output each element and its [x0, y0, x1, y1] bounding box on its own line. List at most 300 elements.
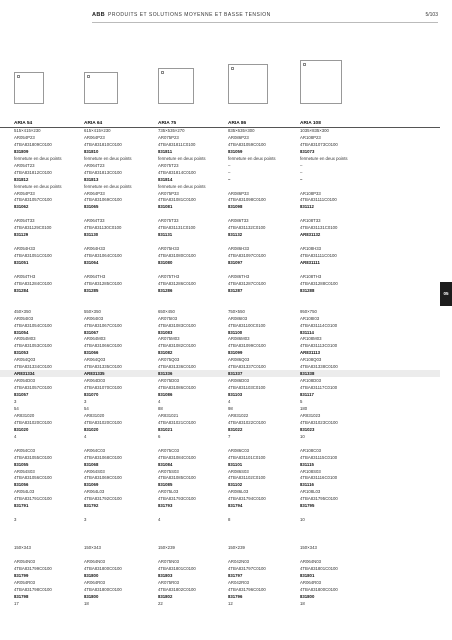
table-row [0, 190, 440, 197]
table-cell: 150×343 [84, 544, 101, 550]
brand-logo: ABB [92, 12, 106, 18]
table-cell: AR086P23 [228, 134, 249, 140]
table-cell: 4TBA831020C0100 [84, 419, 122, 425]
table-cell: 550×350 [84, 308, 101, 314]
table-cell: 831081 [158, 204, 173, 210]
table-cell: AR075L03 [158, 489, 179, 495]
table-cell: 4TBA831130C0100 [84, 225, 122, 231]
table-cell: 4TBA831070C0100 [84, 385, 122, 391]
table-row [0, 405, 440, 412]
hinge-icon [87, 75, 90, 78]
table-row [0, 238, 440, 245]
table-cell: AR831335 [84, 371, 105, 377]
header-rule [92, 22, 438, 23]
table-cell: AR064I03 [84, 315, 104, 321]
table-cell: 4TBA831055C0100 [14, 454, 52, 460]
table-cell: 4TBA831023C0100 [300, 419, 338, 425]
table-cell: 831066 [84, 350, 99, 356]
table-row [0, 322, 440, 329]
table-row [0, 301, 440, 308]
table-cell: 4TBA831284C0100 [14, 280, 52, 286]
table-cell: 4TBA831083C0100 [158, 322, 196, 328]
table-cell: 4TBA831336C0100 [158, 364, 196, 370]
table-cell: 4TBA831081C0100 [158, 197, 196, 203]
table-cell: AR064C03 [84, 447, 106, 453]
table-cell: 650×450 [158, 308, 175, 314]
table-cell: 4TBA831809C0100 [14, 141, 52, 147]
table-cell: 831287 [228, 287, 243, 293]
table-cell: AR086TH3 [228, 273, 250, 279]
table-cell: ARIA 75 [158, 121, 177, 126]
table-cell: AR086P33 [228, 190, 249, 196]
table-cell: 4TBA831084C0100 [158, 454, 196, 460]
table-cell: 4TBA831056C0100 [14, 475, 52, 481]
table-cell: 831020 [84, 426, 99, 432]
table-cell: 831099 [228, 350, 243, 356]
table-cell: AR054C03 [14, 447, 36, 453]
table-cell: 4TBA831129C0100 [14, 225, 52, 231]
table-row [0, 454, 440, 461]
table-cell: 831065 [84, 204, 99, 210]
table-cell: AR054Q03 [14, 357, 36, 363]
table-cell: AR086H33 [228, 246, 250, 252]
table-cell: 831102 [228, 482, 243, 488]
table-cell: AR831021 [158, 412, 179, 418]
table-cell: 150×239 [158, 544, 175, 550]
table-cell: 4TBA831099C0100 [228, 343, 266, 349]
table-cell: 4TBA831131C0100 [300, 225, 338, 231]
table-row [0, 342, 440, 349]
table-cell: 831337 [228, 371, 243, 377]
table-cell: – [228, 162, 231, 168]
table-cell: 831791 [14, 503, 29, 509]
table-cell: 4TBA831054C0100 [14, 322, 52, 328]
table-cell: AR075T23 [158, 162, 179, 168]
table-row [0, 558, 440, 565]
table-cell: 831062 [14, 204, 29, 210]
table-cell: 4TBA831132C0100 [228, 225, 266, 231]
table-cell: AR054P33 [14, 190, 35, 196]
table-cell: 4TBA831113C0100 [300, 343, 338, 349]
table-cell: 4TBA831799C0100 [14, 565, 52, 571]
table-cell: 54 [14, 405, 19, 411]
table-cell: 831114 [300, 329, 314, 335]
table-cell: 831059 [228, 148, 243, 154]
table-cell: 18 [300, 600, 305, 606]
table-row [0, 509, 440, 516]
page-title: PRODUITS ET SOLUTIONS MOYENNE ET BASSE TENSION [108, 12, 271, 18]
table-cell: AR108S03 [300, 468, 321, 474]
table-cell: fermeture en deux points [158, 183, 206, 189]
chapter-tab [440, 282, 452, 306]
table-cell: AR054H33 [14, 246, 36, 252]
table-cell: 4TBA831116C0100 [300, 475, 338, 481]
table-row [0, 266, 440, 273]
table-cell: 4TBA831101C0100 [228, 454, 266, 460]
table-cell: AR075D03 [158, 378, 180, 384]
enclosure-drawing-aria-54 [14, 72, 44, 104]
table-cell: 4TBA831021C0100 [158, 419, 196, 425]
table-cell: 831284 [14, 287, 29, 293]
table-cell: 831055 [14, 461, 29, 467]
table-cell: 4TBA831100C0100 [228, 322, 266, 328]
table-cell: fermeture en deux points [14, 183, 62, 189]
table-cell: 831070 [84, 392, 99, 398]
table-cell: 98 [228, 405, 233, 411]
table-cell: – [228, 169, 231, 175]
table-cell: 4TBA831022C0100 [228, 419, 266, 425]
chapter-tab-label: 05 [443, 291, 449, 296]
table-row [0, 377, 440, 384]
table-cell: 4TBA831114C0100 [300, 322, 338, 328]
table-cell: AR064R03 [84, 579, 106, 585]
table-cell: AR831334 [14, 371, 35, 377]
table-row [0, 315, 440, 322]
table-cell: AR086I03 [228, 315, 248, 321]
enclosure-drawing-aria-64 [84, 72, 118, 104]
table-cell: 831023 [300, 426, 315, 432]
page-number: 5/103 [425, 12, 438, 18]
table-cell: 4TBA831796C0100 [228, 586, 266, 592]
table-cell: 831801 [300, 572, 315, 578]
table-cell: fermeture en deux points [84, 155, 132, 161]
table-row [0, 196, 440, 203]
table-row [0, 294, 440, 301]
table-cell: 4TBA831097C0100 [228, 253, 266, 259]
table-cell: AR108L03 [300, 489, 321, 495]
table-row [0, 148, 440, 155]
table-cell: AR831113 [300, 350, 321, 356]
table-row [0, 523, 440, 530]
table-row [0, 210, 440, 217]
table-row [0, 280, 440, 287]
table-row [0, 551, 440, 558]
table-cell: 5 [300, 399, 303, 404]
table-cell: 831129 [14, 232, 29, 238]
table-cell: AR054P23 [14, 134, 35, 140]
table-row [0, 537, 440, 544]
table-cell: 831053 [14, 350, 29, 356]
table-row [0, 468, 440, 475]
table-row [0, 544, 440, 551]
table-cell: 831083 [158, 329, 173, 335]
table-cell: 4TBA831086C0100 [158, 385, 196, 391]
table-cell: 515×415×230 [14, 127, 41, 133]
table-row [0, 231, 440, 238]
table-cell: 831795 [300, 503, 315, 509]
table-cell: fermeture en deux points [158, 155, 206, 161]
table-cell: 831080 [158, 260, 173, 265]
enclosure-drawing-aria-75 [158, 68, 194, 104]
table-cell: 4TBA831064C0100 [84, 253, 122, 259]
table-row [0, 335, 440, 342]
table-cell: AR075Q03 [158, 357, 180, 363]
table-cell: 4TBA831098C0100 [228, 197, 266, 203]
table-row [0, 481, 440, 488]
table-cell: 831285 [84, 287, 99, 293]
hinge-icon [17, 75, 20, 78]
table-cell: – [300, 162, 303, 168]
table-row [0, 363, 440, 370]
table-cell: AR042N03 [228, 558, 250, 564]
table-cell: 835×635×300 [228, 127, 255, 133]
table-row [0, 176, 440, 183]
table-cell: AR054T33 [14, 218, 35, 224]
table-row [0, 502, 440, 509]
table-cell: ARIA 54 [14, 121, 33, 126]
table-cell: 4TBA831814C0100 [158, 169, 196, 175]
table-cell: 831799 [14, 572, 29, 578]
table-cell: 4TBA831069C0100 [84, 197, 122, 203]
table-cell: 4TBA831080C0100 [158, 253, 196, 259]
table-cell: AR075TH3 [158, 273, 180, 279]
table-cell: AR054M03 [14, 336, 36, 342]
table-cell: 4TBA831801C0100 [158, 565, 196, 571]
table-cell: 4TBA831338C0100 [300, 364, 338, 370]
table-row [0, 329, 440, 336]
table-cell: AR831020 [84, 412, 105, 418]
table-cell: 831020 [14, 426, 29, 432]
table-cell: 4TBA831798C0100 [14, 586, 52, 592]
table-cell: 4TBA831102C0100 [228, 475, 266, 481]
table-cell: 831812 [14, 176, 29, 182]
table-cell: 831097 [228, 260, 243, 265]
table-cell: 831021 [158, 426, 173, 432]
table-cell: 4TBA831811C0100 [158, 141, 196, 147]
table-cell: AR108P23 [300, 134, 321, 140]
table-cell: 4TBA831020C0100 [14, 419, 52, 425]
table-cell: 4TBA831103C0100 [228, 385, 266, 391]
table-cell: 4TBA831057C0100 [14, 197, 52, 203]
table-cell: ARIA 86 [228, 121, 247, 126]
table-cell: 4 [14, 433, 17, 439]
table-row [0, 203, 440, 210]
table-row [0, 593, 440, 600]
table-row [0, 398, 440, 405]
table-cell: 4TBA831801C0100 [300, 565, 338, 571]
table-cell: 17 [14, 600, 19, 606]
table-row [0, 120, 440, 127]
table-cell: AR108I03 [300, 315, 320, 321]
table-cell: 831288 [300, 287, 315, 293]
table-cell: AR086S03 [228, 468, 249, 474]
table-cell: 831117 [300, 392, 314, 398]
table-row [0, 419, 440, 426]
table-cell: 831809 [14, 148, 29, 154]
table-row [0, 349, 440, 356]
hinge-icon [231, 67, 234, 70]
table-cell: AR075R03 [158, 579, 180, 585]
table-cell: AR086D03 [228, 378, 250, 384]
table-cell: 831803 [158, 572, 173, 578]
table-cell: 54 [84, 405, 89, 411]
table-cell: AR108Q03 [300, 357, 322, 363]
table-cell: 4TBA831111C0100 [300, 253, 337, 259]
table-row [0, 447, 440, 454]
table-cell: 615×415×230 [84, 127, 111, 133]
table-row [0, 440, 440, 447]
table-cell: AR064TH3 [84, 273, 106, 279]
table-cell: 4 [84, 433, 87, 439]
table-cell: AR064D03 [84, 378, 106, 384]
table-cell: AR064P23 [84, 134, 105, 140]
table-cell: AR831132 [300, 232, 321, 238]
table-cell: AR064M03 [84, 336, 106, 342]
table-cell: 831338 [300, 371, 315, 377]
table-cell: 4TBA831285C0100 [84, 280, 122, 286]
table-row [0, 169, 440, 176]
table-row [0, 516, 440, 523]
table-row [0, 586, 440, 593]
table-cell: AR064N03 [300, 558, 322, 564]
table-cell: AR108C03 [300, 447, 322, 453]
table-cell: 4TBA831286C0100 [158, 280, 196, 286]
table-cell: 4TBA831059C0100 [228, 141, 266, 147]
table-cell: 180 [300, 405, 308, 411]
enclosure-drawings [0, 48, 452, 114]
table-row [0, 426, 440, 433]
table-row [0, 530, 440, 537]
table-row [0, 433, 440, 440]
table-row [0, 356, 440, 363]
table-cell: AR075T33 [158, 218, 179, 224]
table-cell: AR108T33 [300, 218, 321, 224]
table-cell: AR064P33 [84, 190, 105, 196]
table-cell: fermeture en deux points [228, 155, 276, 161]
table-cell: 4TBA831337C0100 [228, 364, 266, 370]
table-cell: AR075M03 [158, 336, 180, 342]
table-row [0, 224, 440, 231]
table-cell: fermeture en deux points [14, 155, 62, 161]
table-cell: 831813 [84, 176, 99, 182]
table-cell: AR064S03 [84, 468, 105, 474]
table-row [0, 461, 440, 468]
table-cell: 4TBA831335C0100 [84, 364, 122, 370]
table-cell: AR064L03 [84, 489, 105, 495]
table-cell: – [228, 176, 231, 182]
table-row [0, 273, 440, 280]
table-cell: 831132 [228, 232, 243, 238]
table-cell: 4TBA831082C0100 [158, 343, 196, 349]
table-cell: AR054D03 [14, 378, 36, 384]
table-cell: 3 [84, 399, 87, 404]
table-cell: 4TBA831051C0100 [14, 253, 52, 259]
table-row [0, 600, 440, 607]
table-cell: AR054R03 [14, 579, 36, 585]
table-cell: 831115 [300, 461, 314, 467]
table-cell: AR075S03 [158, 468, 179, 474]
table-cell: 950×750 [300, 308, 317, 314]
table-cell: 7 [228, 433, 231, 439]
page-header [0, 0, 452, 20]
table-cell: 12 [228, 600, 233, 606]
table-cell: – [300, 169, 303, 175]
table-cell: 22 [158, 600, 163, 606]
table-cell: 831800 [84, 593, 99, 599]
table-cell: AR831022 [228, 412, 249, 418]
hinge-icon [161, 71, 164, 74]
table-row [0, 259, 440, 266]
table-cell: 831022 [228, 426, 243, 432]
table-cell: fermeture en deux points [84, 183, 132, 189]
table-row [0, 391, 440, 398]
table-row [0, 370, 440, 377]
table-cell: 831085 [158, 482, 173, 488]
table-cell: 3 [84, 517, 87, 523]
table-cell: 735×535×270 [158, 127, 185, 133]
table-cell: 4TBA831797C0100 [228, 565, 266, 571]
table-cell: 4TBA831793C0100 [158, 496, 196, 502]
table-cell: AR064N03 [84, 558, 106, 564]
table-cell: AR075P33 [158, 190, 179, 196]
table-cell: 4TBA831069C0100 [84, 475, 122, 481]
table-cell: 831098 [228, 204, 243, 210]
table-cell: 4TBA831131C0100 [158, 225, 196, 231]
table-cell: 4TBA831812C0100 [14, 169, 52, 175]
table-cell: 831068 [84, 461, 99, 467]
table-cell: 831792 [84, 503, 99, 509]
table-cell: 831131 [158, 232, 173, 238]
table-cell: AR831020 [14, 412, 35, 418]
table-row [0, 308, 440, 315]
table-cell: AR108M03 [300, 336, 322, 342]
enclosure-drawing-aria-86 [228, 64, 268, 104]
table-cell: AR054T23 [14, 162, 35, 168]
table-cell: 4TBA831068C0100 [84, 454, 122, 460]
table-cell: 4TBA831053C0100 [14, 343, 52, 349]
table-cell: 831100 [228, 329, 243, 335]
table-row [0, 162, 440, 169]
table-cell: 831084 [158, 461, 173, 467]
table-cell: 831802 [158, 593, 173, 599]
table-cell: 4TBA831115C0100 [300, 454, 338, 460]
table-row [0, 155, 440, 162]
table-cell: 4TBA831288C0100 [300, 280, 338, 286]
table-cell: 750×550 [228, 308, 245, 314]
table-cell: AR064R03 [300, 579, 322, 585]
table-cell: 4TBA831813C0100 [84, 169, 122, 175]
table-cell: 831073 [300, 148, 315, 154]
table-cell: 8 [228, 517, 231, 523]
table-cell: AR831023 [300, 412, 321, 418]
table-cell: 4 [158, 399, 161, 404]
table-cell: 831103 [228, 392, 243, 398]
table-cell: 6 [158, 433, 161, 439]
table-cell: – [300, 176, 303, 182]
table-cell: 831811 [158, 148, 173, 154]
table-cell: 831067 [84, 329, 99, 335]
table-cell: 4 [158, 517, 161, 523]
hinge-icon [303, 63, 306, 66]
table-cell: 4TBA831073C0100 [300, 141, 338, 147]
table-cell: 4TBA831792C0100 [84, 496, 122, 502]
table-cell: 831336 [158, 371, 173, 377]
enclosure-drawing-aria-108 [300, 60, 342, 104]
table-cell: AR086M03 [228, 336, 250, 342]
table-cell: 831116 [300, 482, 314, 488]
table-cell: AR086C03 [228, 447, 250, 453]
table-cell: ARIA 108 [300, 121, 321, 126]
table-cell: 3 [14, 517, 17, 523]
table-row [0, 127, 440, 134]
table-cell: 831056 [14, 482, 29, 488]
table-row [0, 412, 440, 419]
table-cell: fermeture en deux points [300, 155, 348, 161]
table-row [0, 565, 440, 572]
table-cell: 4TBA831057C0100 [14, 385, 52, 391]
table-cell: 831793 [158, 503, 173, 509]
table-cell: 831794 [228, 503, 243, 509]
